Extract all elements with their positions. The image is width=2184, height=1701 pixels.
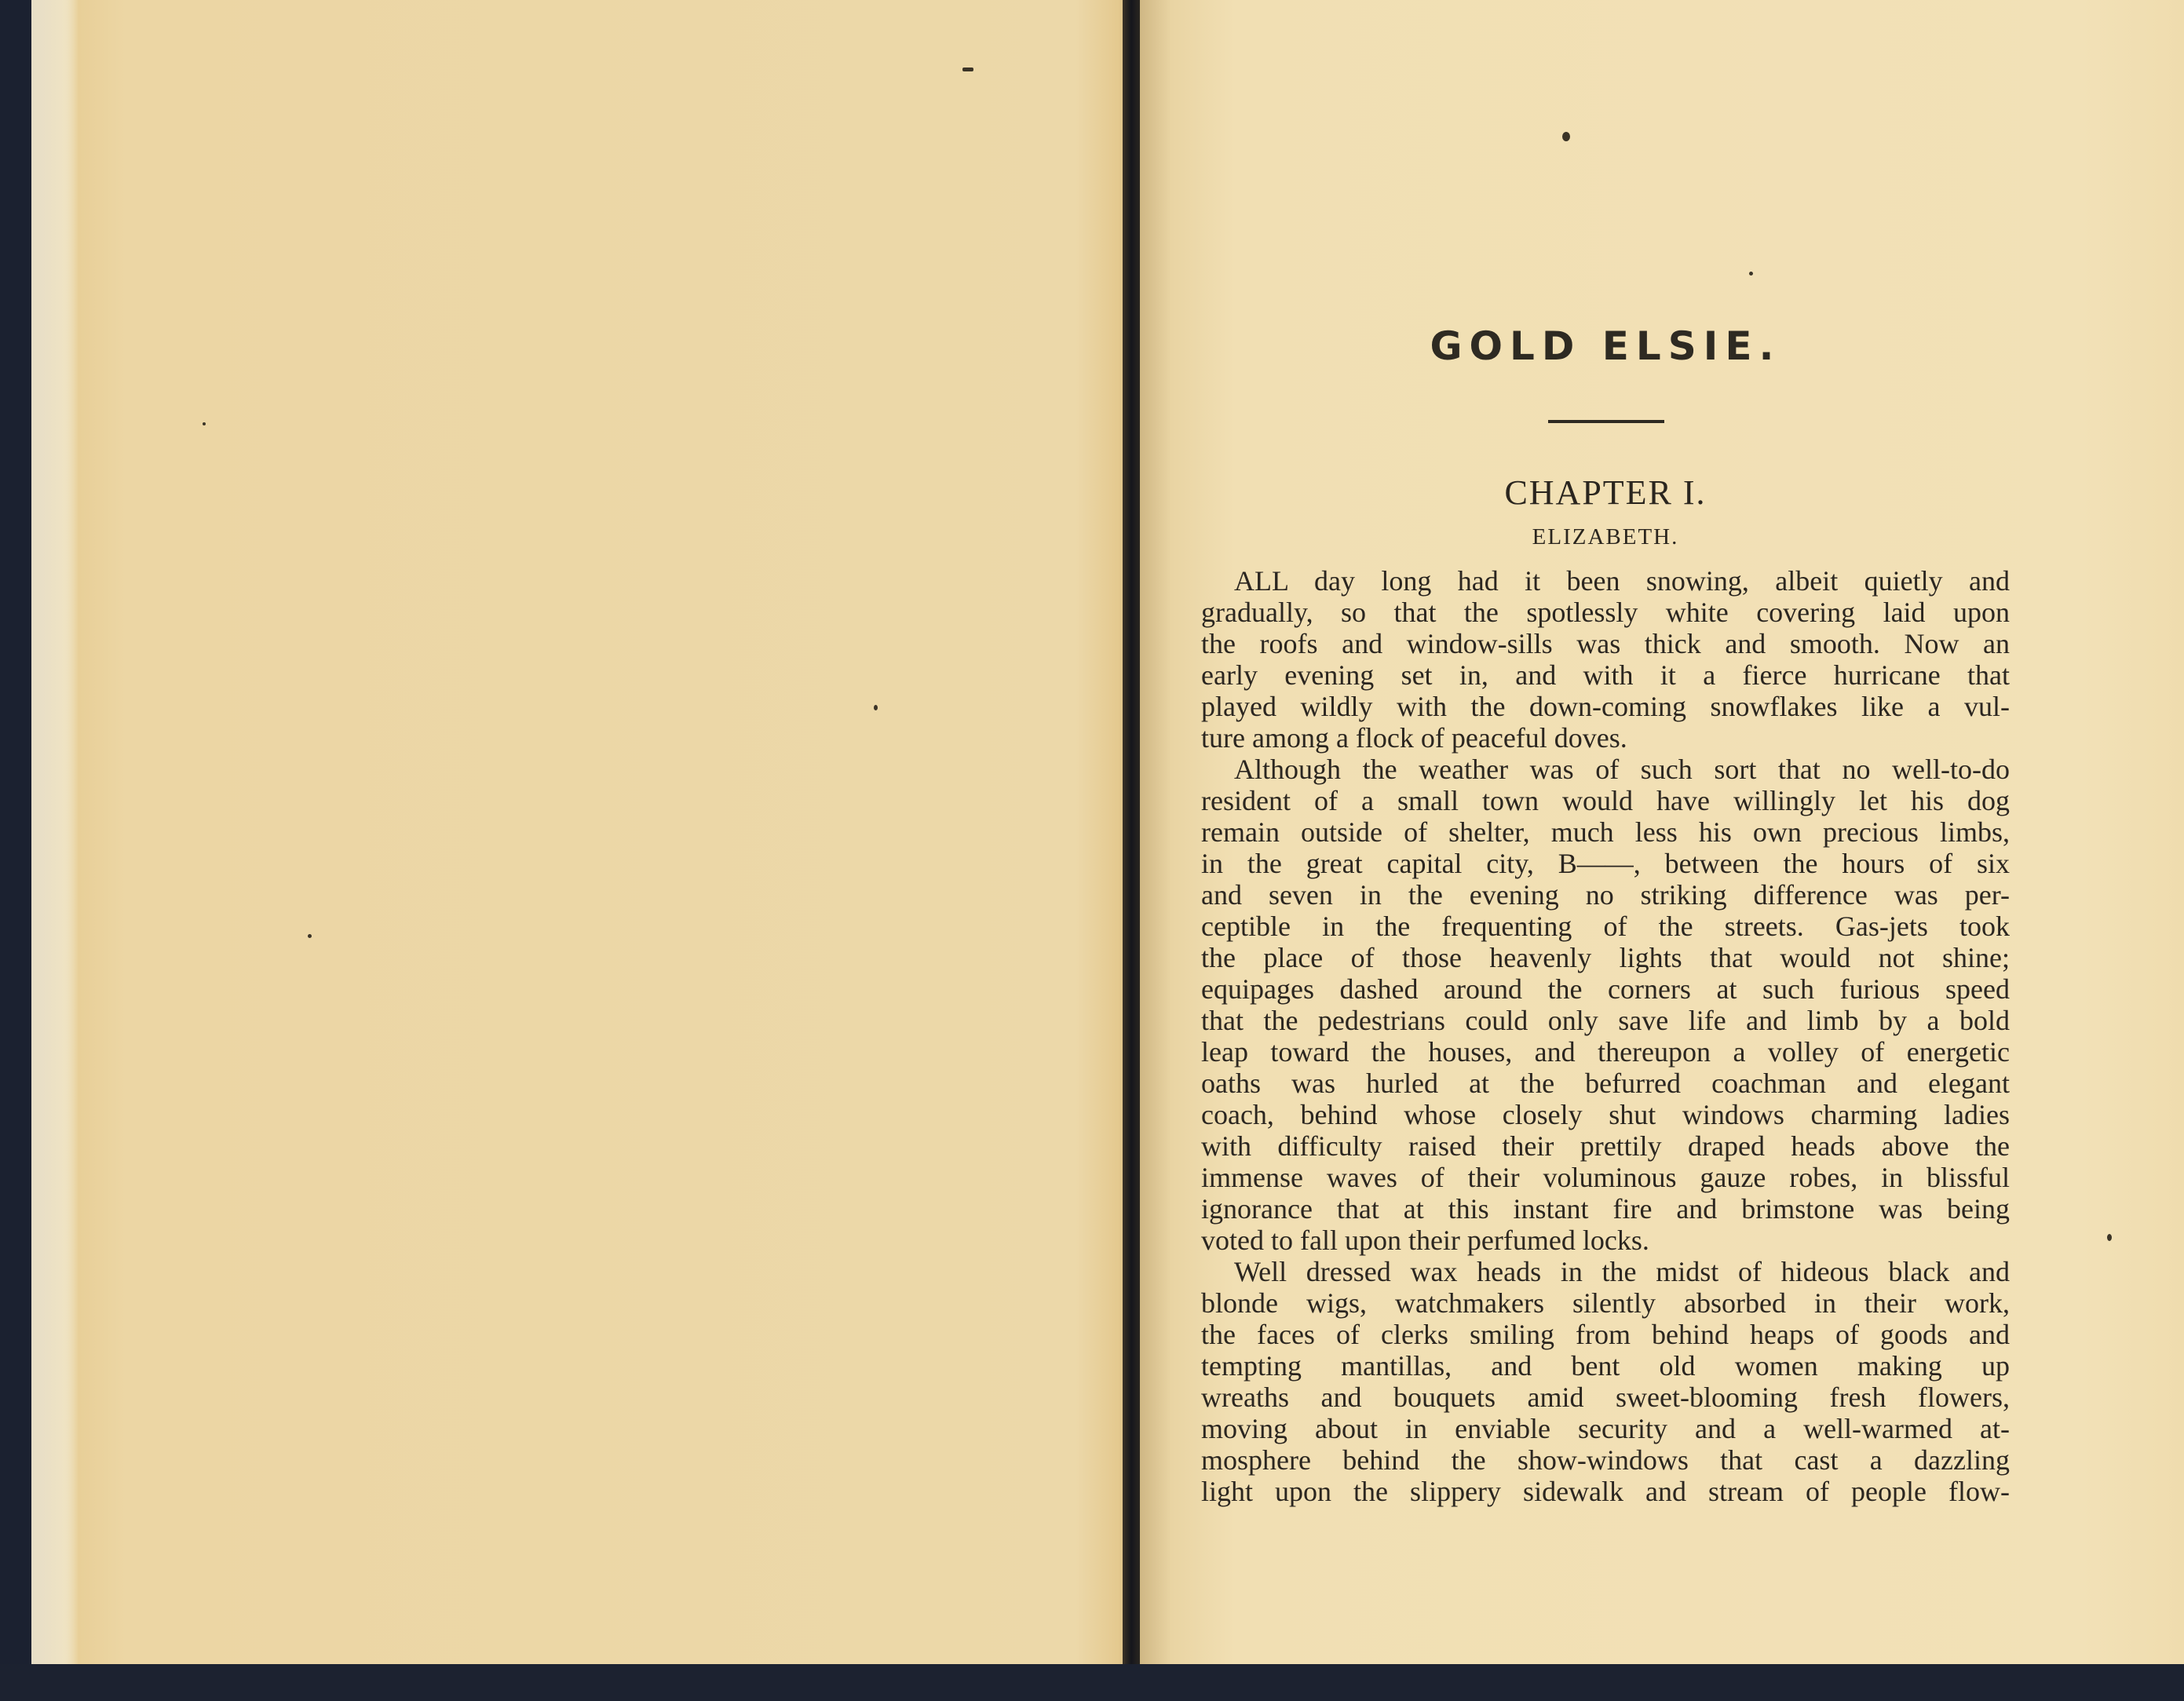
text-line: coach, behind whose closely shut windows charming ladies <box>1201 1099 2010 1130</box>
text-line: the roofs and window-sills was thick and smooth. Now an <box>1201 628 2010 659</box>
text-line: voted to fall upon their perfumed locks. <box>1201 1225 1649 1256</box>
left-page-blank <box>31 0 1134 1677</box>
text-line: gradually, so that the spotlessly white covering laid upon <box>1201 597 2010 628</box>
text-line: ture among a flock of peaceful doves. <box>1201 722 1627 754</box>
text-line: equipages dashed around the corners at such furious speed <box>1201 973 2010 1005</box>
text-line: ceptible in the frequenting of the streets. Gas-jets took <box>1201 911 2010 942</box>
text-line: leap toward the houses, and thereupon a volley of energetic <box>1201 1036 2010 1068</box>
text-line: tempting mantillas, and bent old women making up <box>1201 1350 2010 1382</box>
book-gutter <box>1123 0 1140 1701</box>
text-line: Well dressed wax heads in the midst of hideous black and <box>1234 1256 2010 1287</box>
paper-speck <box>2107 1234 2112 1241</box>
text-line: in the great capital city, B——, between the hours of six <box>1201 848 2010 879</box>
book-title: GOLD ELSIE. <box>1430 323 1781 369</box>
paper-speck <box>203 422 206 425</box>
text-line: Although the weather was of such sort that no well-to-do <box>1234 754 2010 785</box>
paper-speck <box>962 68 973 71</box>
text-line: oaths was hurled at the befurred coachman and elegant <box>1201 1068 2010 1099</box>
paragraph <box>1201 754 2010 1256</box>
text-line: with difficulty raised their prettily draped heads above the <box>1201 1130 2010 1162</box>
text-line: immense waves of their voluminous gauze robes, in blissful <box>1201 1162 2010 1193</box>
left-page-edge-strip <box>31 0 79 1677</box>
paragraph <box>1201 565 2010 754</box>
paper-speck <box>1562 132 1570 141</box>
text-line: early evening set in, and with it a fierce hurricane that <box>1201 659 2010 691</box>
text-line: the place of those heavenly lights that would not shine; <box>1201 942 2010 973</box>
text-line: the faces of clerks smiling from behind heaps of goods and <box>1201 1319 2010 1350</box>
text-line: moving about in enviable security and a well-warmed at- <box>1201 1413 2010 1444</box>
text-line: played wildly with the down-coming snowflakes like a vul- <box>1201 691 2010 722</box>
chapter-body <box>1201 565 2010 1507</box>
paragraph <box>1201 1256 2010 1507</box>
book-cover-bottom-edge <box>0 1664 2184 1701</box>
chapter-subtitle: ELIZABETH. <box>1532 524 1679 549</box>
text-line: and seven in the evening no striking difference was per- <box>1201 879 2010 911</box>
text-line: mosphere behind the show-windows that cast a dazzling <box>1201 1444 2010 1476</box>
text-line: that the pedestrians could only save life and limb by a bold <box>1201 1005 2010 1036</box>
text-line: remain outside of shelter, much less his own precious limbs, <box>1201 816 2010 848</box>
text-line: blonde wigs, watchmakers silently absorbed in their work, <box>1201 1287 2010 1319</box>
chapter-title: CHAPTER I. <box>1504 473 1707 512</box>
text-line: wreaths and bouquets amid sweet-blooming fresh flowers, <box>1201 1382 2010 1413</box>
text-line: ignorance that at this instant fire and brimstone was being <box>1201 1193 2010 1225</box>
paper-speck <box>874 705 878 710</box>
text-line: resident of a small town would have willingly let his dog <box>1201 785 2010 816</box>
paper-speck <box>308 934 312 938</box>
text-line: light upon the slippery sidewalk and stream of people flow- <box>1201 1476 2010 1507</box>
text-line: ALL day long had it been snowing, albeit quietly and <box>1234 565 2010 597</box>
title-rule <box>1548 420 1664 423</box>
paper-speck <box>1749 272 1753 276</box>
